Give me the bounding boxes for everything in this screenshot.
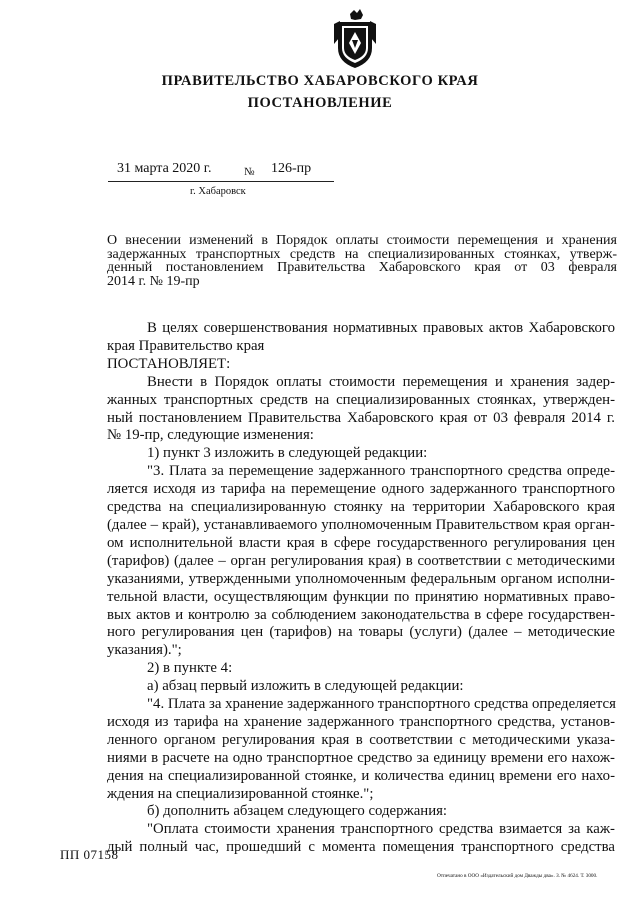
body-line: вых актов и контролю за соблюдением законодательства в сфере государствен- <box>107 606 615 623</box>
body-line: ляется исходя из тарифа на перемещение одного задержанного транспортного <box>107 481 615 498</box>
body-line: ниями в расчете на одно транспортное средство за единицу времени его нахож- <box>107 749 615 766</box>
subject-line: денный постановлением Правительства Хабаровского края от 03 февраля <box>107 260 617 275</box>
body-line: дый полный час, прошедший с момента помещения транспортного средства <box>107 839 615 856</box>
document-reference-code: ПП 07158 <box>60 847 119 862</box>
body-line: ПОСТАНОВЛЯЕТ: <box>107 355 231 372</box>
body-line: края Правительство края <box>107 337 265 354</box>
body-line: 2) в пункте 4: <box>147 660 233 677</box>
printer-imprint: Отпечатано в ООО «Издательский дом Дважды два». З. № 4624. Т. 3000. <box>437 873 598 879</box>
body-line: 1) пункт 3 изложить в следующей редакции: <box>147 445 428 462</box>
body-line: "Оплата стоимости хранения транспортного средства взимается за каж- <box>147 821 615 838</box>
coat-of-arms-emblem <box>330 8 380 70</box>
body-line: дения на специализированной стоянке, и количества единиц времени его нахо- <box>107 767 615 784</box>
body-line: ленного органом регулирования края в соответствии с методическими указа- <box>107 731 615 748</box>
body-line: тельной власти, осуществляющим функции по принятию нормативных право- <box>107 588 615 605</box>
body-line: ного регулирования цен (тарифов) на товары (услуги) (далее – методические <box>107 624 615 641</box>
document-body <box>107 320 615 857</box>
body-line: Внести в Порядок оплаты стоимости перемещения и хранения задер- <box>147 373 615 390</box>
body-line: а) абзац первый изложить в следующей редакции: <box>147 678 464 695</box>
body-line: указаниями, утвержденными уполномоченным федеральным органом исполни- <box>107 570 615 587</box>
body-line: (далее – край), устанавливаемого уполномоченным Правительством края орган- <box>107 516 615 533</box>
date-number-underline <box>108 181 334 182</box>
subject-line: задержанных транспортных средств на специализированных стоянках, утверж- <box>107 246 617 262</box>
body-line: указания)."; <box>107 642 182 659</box>
body-line: исходя из тарифа на хранение задержанного транспортного средства, установ- <box>107 713 615 730</box>
body-line: "4. Плата за хранение задержанного транспортного средства определяется <box>147 696 616 713</box>
body-line: В целях совершенствования нормативных правовых актов Хабаровского <box>147 320 615 336</box>
body-line: ный постановлением Правительства Хабаровского края от 03 февраля 2014 г. <box>107 409 615 426</box>
body-line: ом исполнительной власти края в сфере государственного регулирования цен <box>107 534 615 551</box>
document-subject <box>107 234 617 288</box>
number-sign: № <box>244 166 255 178</box>
document-number: 126-пр <box>271 161 312 176</box>
subject-line: 2014 г. № 19-пр <box>107 273 200 289</box>
body-line: № 19-пр, следующие изменения: <box>107 427 314 444</box>
document-date: 31 марта 2020 г. <box>117 161 212 176</box>
body-line: ждения на специализированной стоянке."; <box>107 785 374 802</box>
body-line: (тарифов) (далее – орган регулирования края) в соответствии с методическими <box>107 552 615 569</box>
document-type-title: ПОСТАНОВЛЕНИЕ <box>247 95 393 111</box>
body-line: жанных транспортных средств на специализированных стоянках, утвержден- <box>107 391 615 408</box>
body-line: "3. Плата за перемещение задержанного транспортного средства опреде- <box>147 463 615 480</box>
document-city: г. Хабаровск <box>190 186 246 197</box>
organization-title: ПРАВИТЕЛЬСТВО ХАБАРОВСКОГО КРАЯ <box>161 73 479 89</box>
subject-line: О внесении изменений в Порядок оплаты стоимости перемещения и хранения <box>107 233 617 248</box>
body-line: средства на специализированную стоянку на территории Хабаровского края <box>107 499 615 516</box>
body-line: б) дополнить абзацем следующего содержания: <box>147 803 448 820</box>
